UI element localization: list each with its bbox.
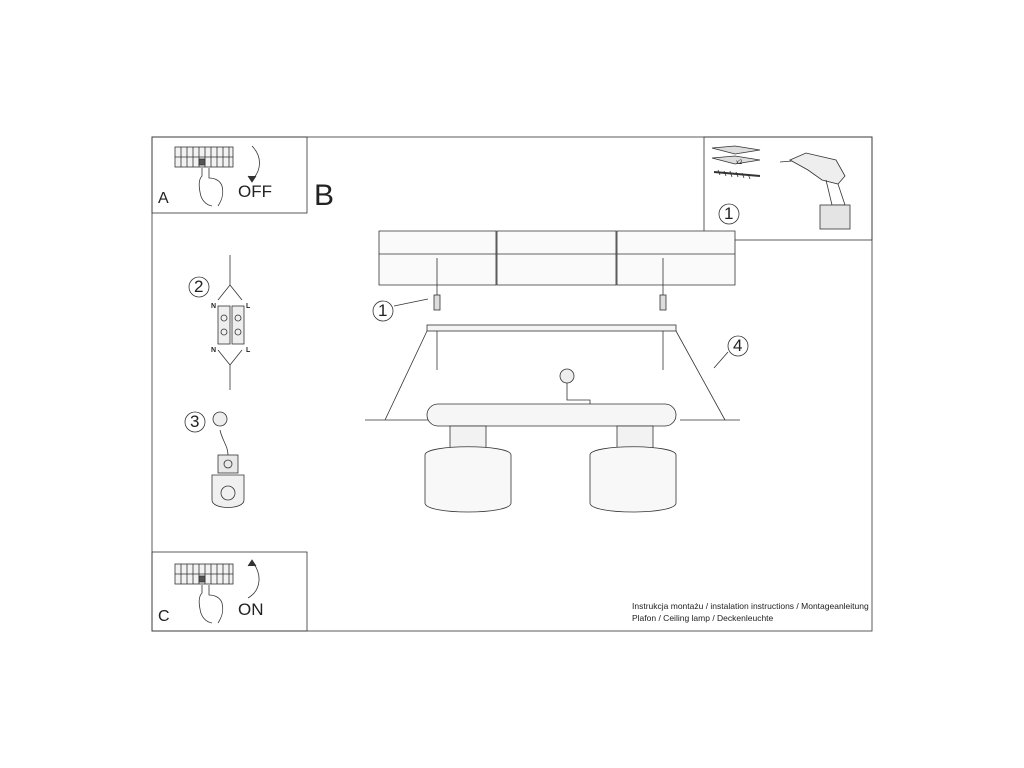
step-2-label: 2 — [194, 277, 204, 296]
ground-symbol-icon — [560, 369, 574, 383]
mounting-bar — [427, 325, 676, 331]
tools-panel — [704, 137, 872, 240]
ceiling-block — [379, 231, 735, 285]
step-1-screws-label: 1 — [378, 301, 388, 320]
lamp-shade — [590, 426, 676, 512]
wiring-diagram — [189, 255, 244, 390]
hand-icon — [199, 585, 223, 623]
rotate-arrow-icon — [252, 146, 260, 180]
lamp-shade — [425, 426, 511, 512]
step-4-label: 4 — [733, 336, 743, 355]
lamp-body — [427, 404, 676, 426]
step-3-label: 3 — [190, 412, 200, 431]
panel-c-letter: C — [158, 608, 170, 625]
terminal-block-icon — [175, 147, 233, 167]
screw-icon — [714, 170, 760, 179]
terminal-n-bottom: N — [211, 347, 217, 354]
panel-a — [152, 137, 307, 213]
ground-symbol-icon — [213, 412, 227, 426]
caption-line-2: Plafon / Ceiling lamp / Deckenleuchte — [632, 613, 774, 623]
panel-a-state: OFF — [238, 182, 272, 201]
panel-c — [152, 552, 307, 631]
terminal-block-icon — [175, 564, 233, 584]
terminal-n-top: N — [211, 303, 217, 310]
anchor-count: x2 — [736, 160, 743, 166]
panel-a-letter: A — [158, 190, 169, 207]
outer-frame — [152, 137, 872, 631]
connector-icon — [212, 455, 244, 508]
main-step-label: B — [314, 179, 335, 212]
terminal-l-bottom: L — [246, 347, 251, 354]
step-1-tools-label: 1 — [724, 204, 734, 223]
main-diagram — [365, 231, 748, 512]
drill-icon — [780, 153, 850, 229]
hand-icon — [199, 168, 223, 206]
terminal-l-top: L — [246, 303, 251, 310]
rotate-arrow-icon — [248, 562, 259, 598]
caption-line-1: Instrukcja montażu / instalation instructions / Montageanleitung — [632, 601, 869, 611]
panel-c-state: ON — [238, 600, 264, 619]
